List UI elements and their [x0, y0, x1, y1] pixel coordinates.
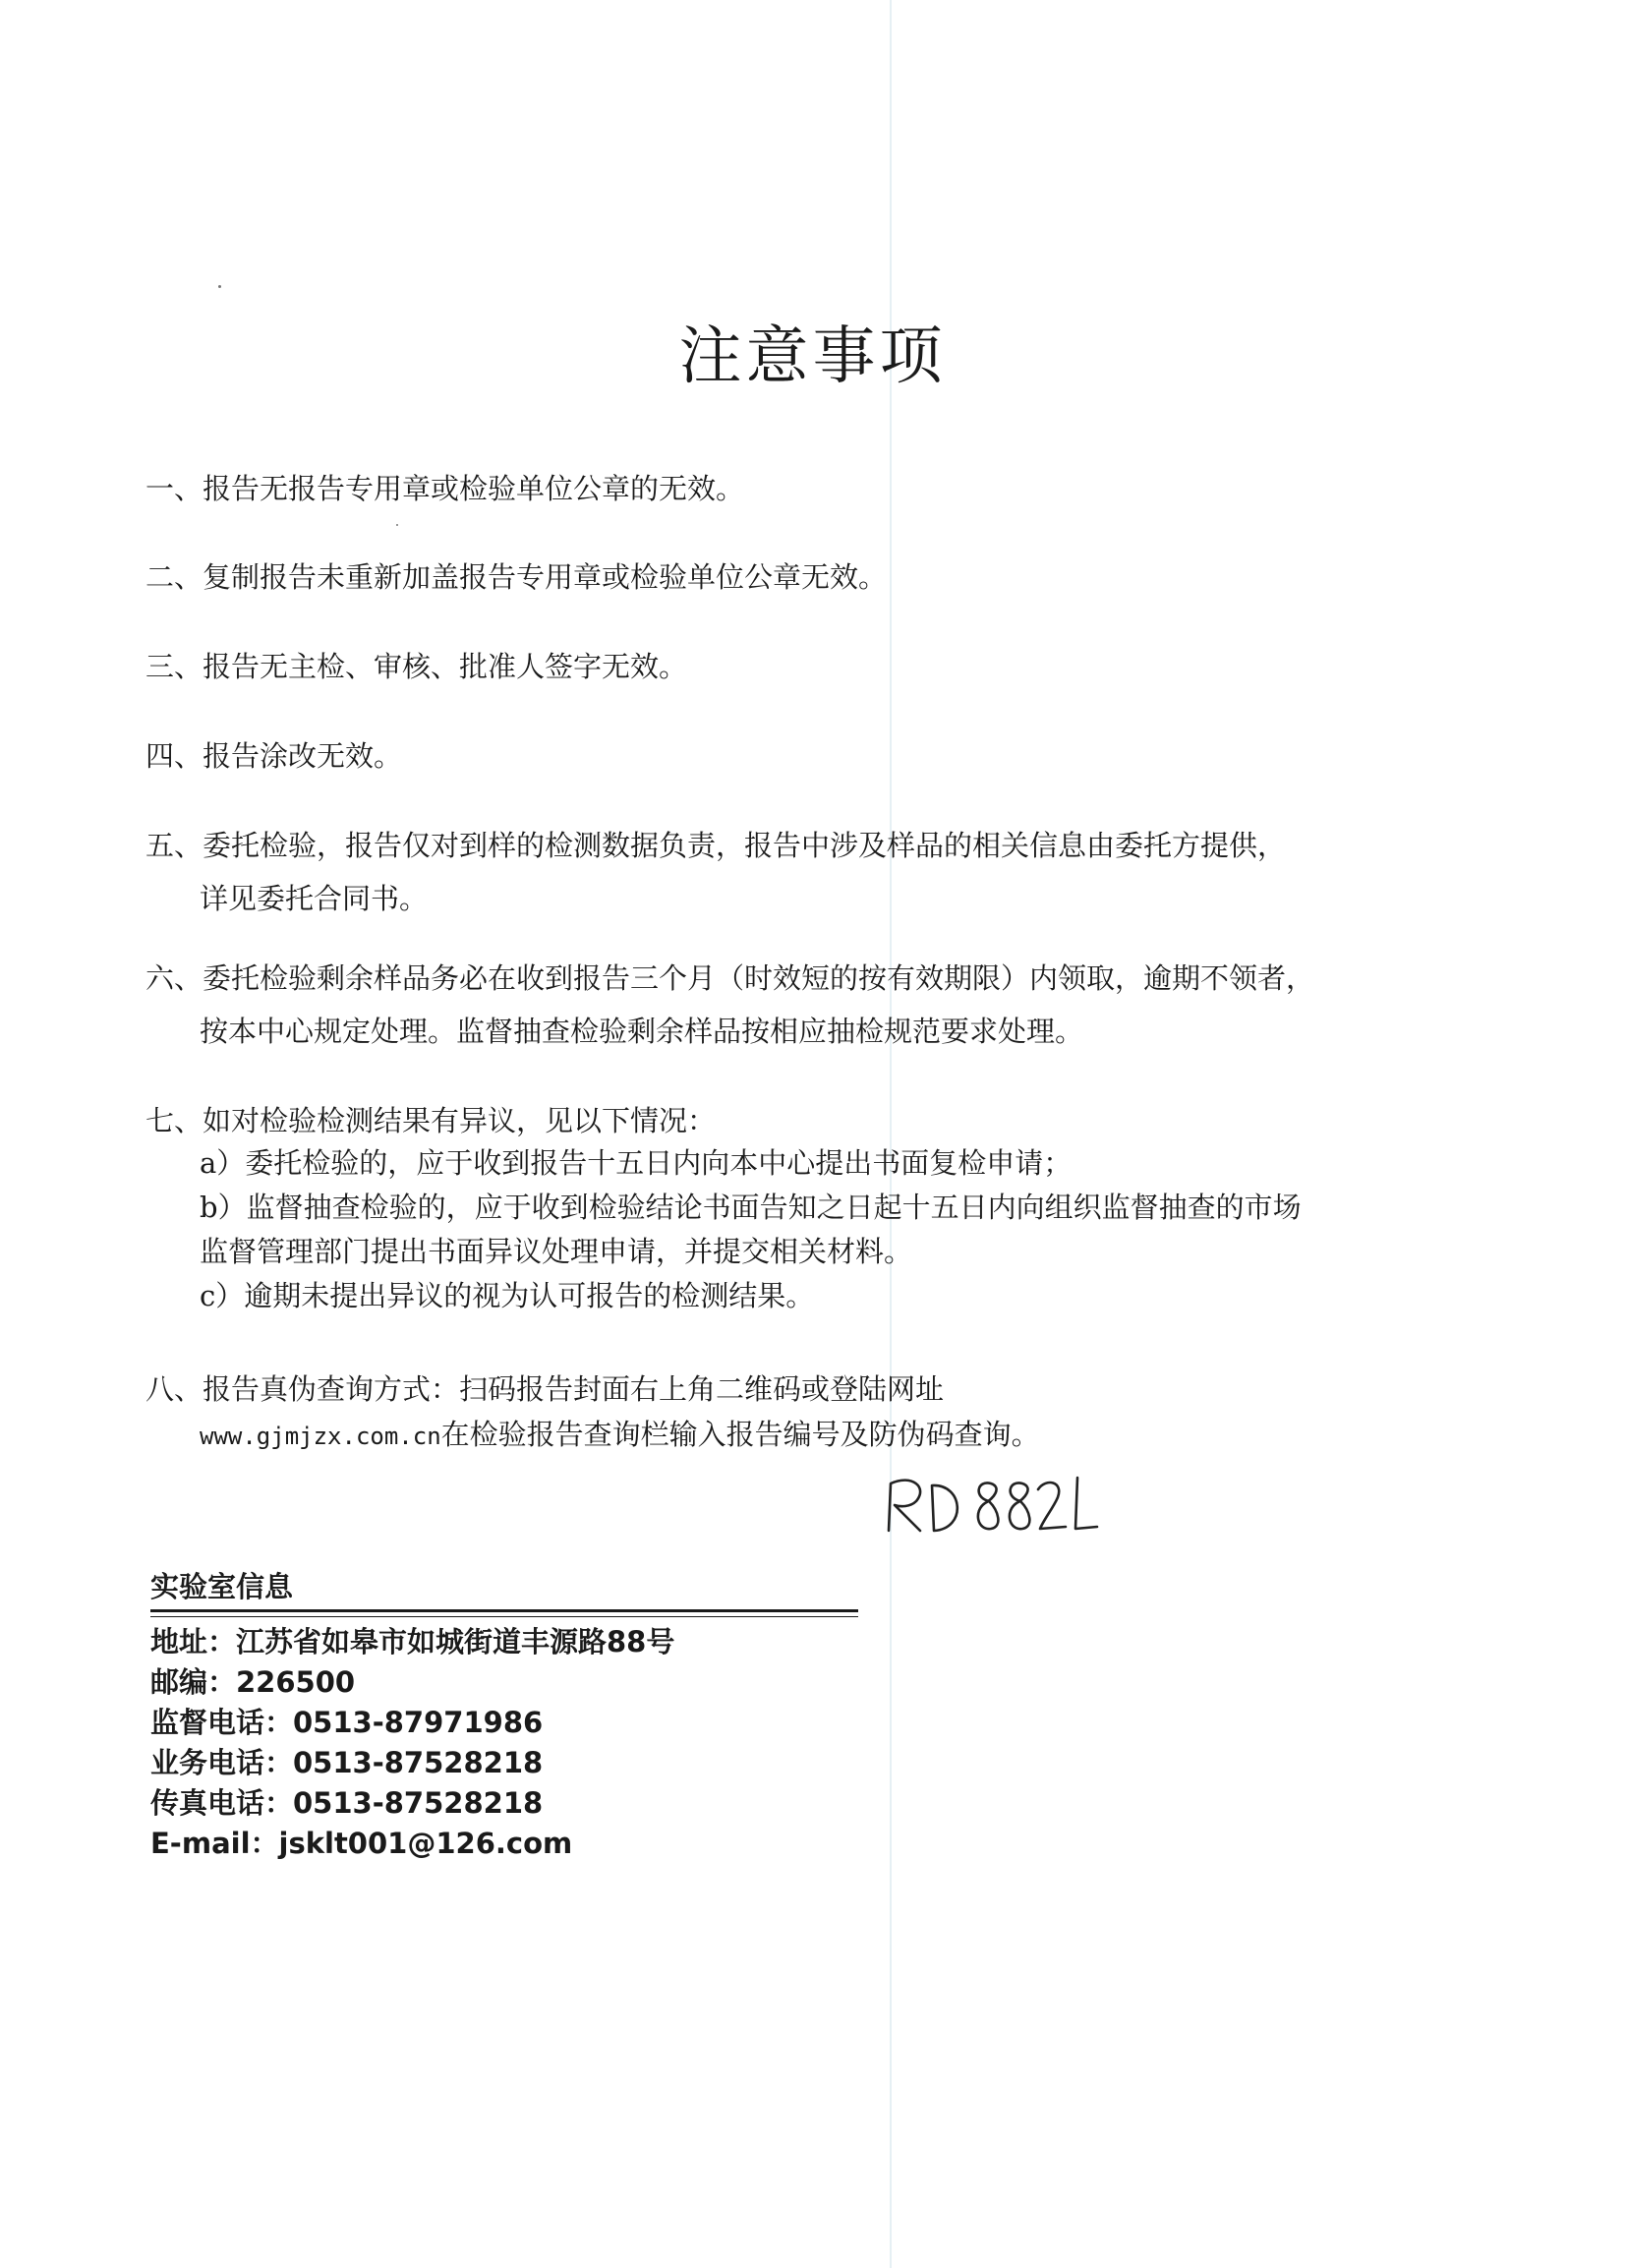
lab-postcode: 邮编：226500 [150, 1665, 356, 1699]
item-number: 二、 [145, 560, 203, 594]
item-continuation: 按本中心规定处理。监督抽查检验剩余样品按相应抽检规范要求处理。 [200, 1015, 1084, 1048]
page-title: 注意事项 [678, 320, 947, 393]
item-number: 四、 [145, 739, 203, 773]
notice-item-6 [145, 952, 1473, 1058]
item-number: 五、 [145, 829, 203, 862]
item-number: 七、 [145, 1104, 203, 1137]
notice-item-7 [145, 1094, 1473, 1147]
lab-business-phone: 业务电话：0513-87528218 [150, 1746, 544, 1779]
item-text: 报告无报告专用章或检验单位公章的无效。 [203, 472, 745, 505]
lab-address: 地址：江苏省如皋市如城街道丰源路88号 [150, 1625, 675, 1658]
item-text: 报告无主检、审核、批准人签字无效。 [203, 650, 688, 683]
item-number: 一、 [145, 472, 203, 505]
item-8-query-text: 在检验报告查询栏输入报告编号及防伪码查询。 [440, 1418, 1040, 1451]
lab-supervision-phone: 监督电话：0513-87971986 [150, 1706, 544, 1739]
lab-email: E-mail：jsklt001@126.com [150, 1827, 573, 1860]
notice-item-2 [145, 551, 1473, 604]
lab-info-title: 实验室信息 [150, 1568, 858, 1612]
item-7-sub-b-continuation: 监督管理部门提出书面异议处理申请，并提交相关材料。 [200, 1235, 913, 1268]
notice-item-4 [145, 729, 1473, 783]
item-text: 报告真伪查询方式：扫码报告封面右上角二维码或登陆网址 [203, 1372, 945, 1406]
item-text: 复制报告未重新加盖报告专用章或检验单位公章无效。 [203, 560, 888, 594]
item-text: 报告涂改无效。 [203, 739, 403, 773]
item-text: 如对检验检测结果有异议，见以下情况： [203, 1104, 717, 1137]
item-number: 六、 [145, 961, 203, 995]
item-7-sub-a: a）委托检验的，应于收到报告十五日内向本中心提出书面复检申请； [200, 1146, 1073, 1180]
item-7-sub-c: c）逾期未提出异议的视为认可报告的检测结果。 [200, 1279, 815, 1312]
item-text: 委托检验，报告仅对到样的检测数据负责，报告中涉及样品的相关信息由委托方提供， [203, 829, 1287, 862]
lab-info-block [150, 1568, 858, 1864]
lab-fax: 传真电话：0513-87528218 [150, 1786, 544, 1820]
item-continuation: 详见委托合同书。 [200, 882, 429, 915]
scan-speck [218, 285, 221, 288]
scan-speck [396, 524, 398, 526]
handwritten-code [883, 1470, 1099, 1539]
notice-item-5 [145, 819, 1473, 925]
item-8-continuation [200, 1413, 1478, 1459]
notice-item-1 [145, 462, 1473, 515]
item-number: 三、 [145, 650, 203, 683]
notice-item-3 [145, 640, 1473, 693]
item-number: 八、 [145, 1372, 203, 1406]
item-7-sub-b: b）监督抽查检验的，应于收到检验结论书面告知之日起十五日内向组织监督抽查的市场 [200, 1191, 1302, 1224]
item-text: 委托检验剩余样品务必在收到报告三个月（时效短的按有效期限）内领取，逾期不领者， [203, 961, 1315, 995]
notice-item-8 [145, 1363, 1473, 1416]
query-website-url: www.gjmjzx.com.cn [200, 1423, 441, 1450]
